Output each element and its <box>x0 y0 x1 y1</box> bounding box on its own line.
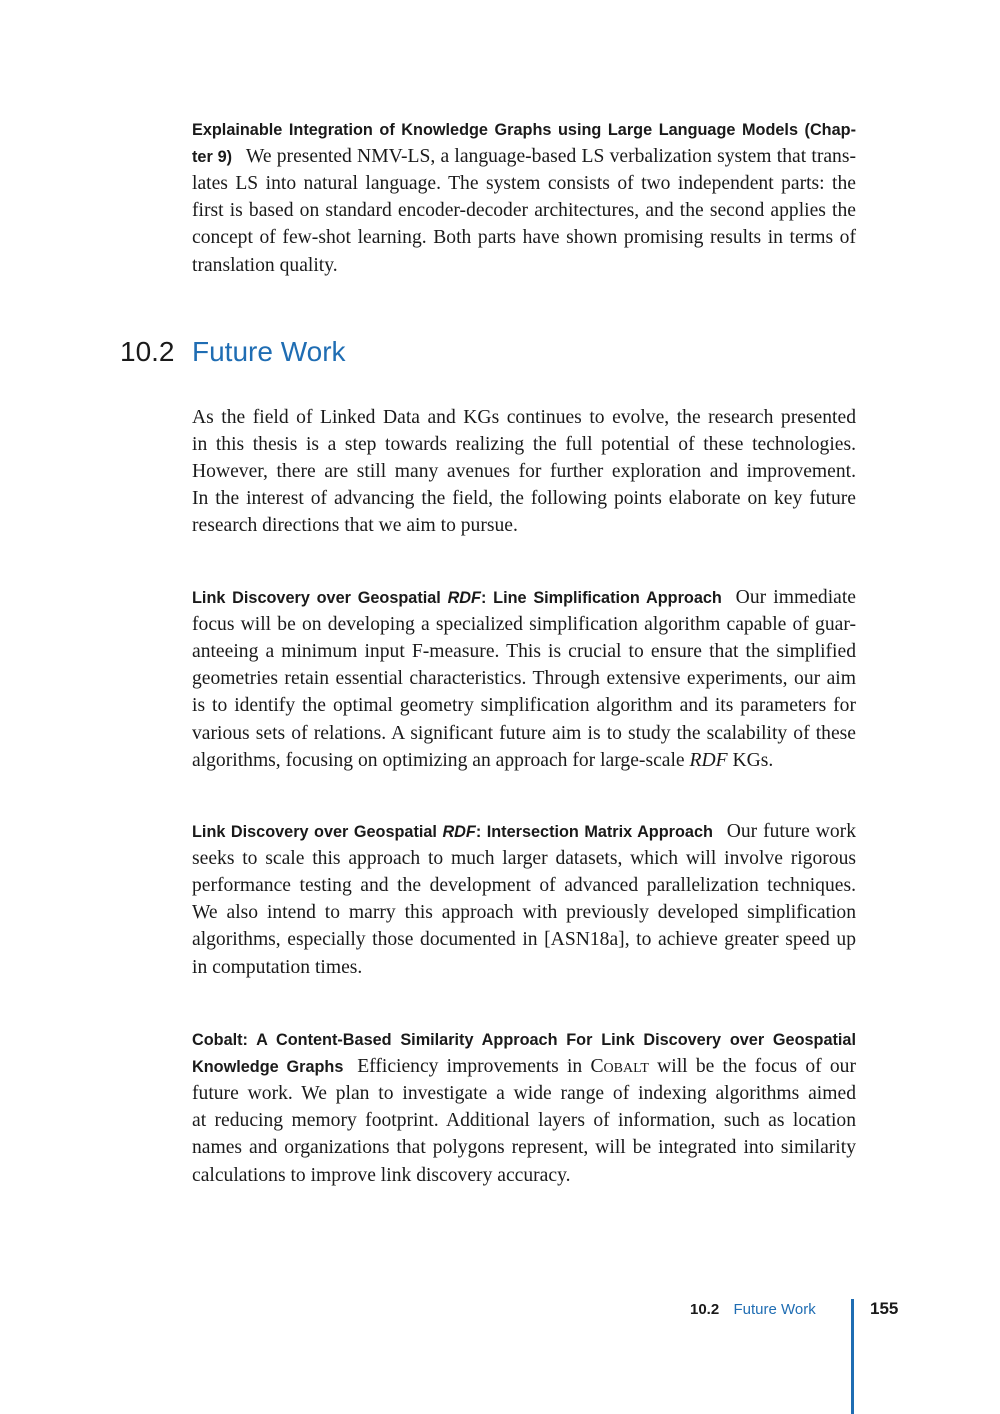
text-line: at reducing memory footprint. Additional layers of information, such as location <box>192 1110 856 1132</box>
citation-link[interactable]: [ASN18a] <box>544 929 625 951</box>
footer-section-title: Future Work <box>733 1301 816 1318</box>
heading-text: : Line Simplification Approach <box>480 588 722 607</box>
paragraph-heading: Knowledge Graphs <box>192 1057 344 1076</box>
text-line: research directions that we aim to pursue. <box>192 515 518 537</box>
text-line: calculations to improve link discovery accuracy. <box>192 1164 571 1186</box>
text-line: seeks to scale this approach to much larger datasets, which will involve rigorous <box>192 847 856 869</box>
text-line: is to identify the optimal geometry simplification algorithm and its parameters for <box>192 695 856 717</box>
footer-section-number: 10.2 <box>690 1301 720 1318</box>
text-line <box>192 584 856 611</box>
heading-text: Link Discovery over Geospatial <box>192 588 448 607</box>
text-line: lates LS into natural language. The system consists of two independent parts: the <box>192 172 856 194</box>
text-line: geometries retain essential characteristics. Through extensive experiments, our aim <box>192 668 856 690</box>
paragraph-heading: ter 9) <box>192 147 233 166</box>
text-line: As the field of Linked Data and KGs continues to evolve, the research presented <box>192 406 856 428</box>
body-text: Our immediate <box>735 586 856 608</box>
footer-divider <box>851 1299 854 1414</box>
paragraph-heading: Cobalt: A Content-Based Similarity Approach For Link Discovery over Geospatial <box>192 1030 856 1049</box>
text-line <box>192 926 856 953</box>
text-line <box>192 1026 856 1053</box>
text-line: names and organizations that polygons represent, will be integrated into similarity <box>192 1137 856 1159</box>
page-number: 155 <box>870 1299 899 1318</box>
paragraph-heading <box>192 589 722 607</box>
text-line <box>192 116 856 143</box>
body-text: , to achieve greater speed up <box>624 929 856 951</box>
section-title: Future Work <box>192 336 346 367</box>
text-line: in computation times. <box>192 956 363 978</box>
section-number: 10.2 <box>120 336 175 367</box>
running-footer <box>690 1300 816 1320</box>
body-text: will be the focus of our <box>648 1055 857 1077</box>
text-line <box>192 818 856 845</box>
paragraph-line-simplification <box>192 584 856 774</box>
body-text: We presented NMV-LS, a language-based LS verbalization system that trans- <box>245 145 856 167</box>
rdf-term: RDF <box>447 588 481 607</box>
paragraph-heading <box>192 823 713 841</box>
paragraph-heading: Explainable Integration of Knowledge Graphs using Large Language Models (Chap- <box>192 120 856 139</box>
text-line: translation quality. <box>192 254 338 276</box>
system-name: Cobalt <box>590 1055 649 1077</box>
paragraph-intersection-matrix <box>192 818 856 981</box>
body-text: algorithms, especially those documented in <box>192 929 545 951</box>
text-line: various sets of relations. A significant future aim is to study the scalability of these <box>192 722 856 744</box>
text-line: However, there are still many avenues for further exploration and improvement. <box>192 460 856 482</box>
text-line <box>192 747 856 774</box>
body-text: KGs. <box>727 749 774 771</box>
text-line: In the interest of advancing the field, the following points elaborate on key future <box>192 488 856 510</box>
paragraph-intro <box>192 404 856 540</box>
text-line: in this thesis is a step towards realizing the full potential of these technologies. <box>192 433 856 455</box>
text-line: anteeing a minimum input F-measure. This is crucial to ensure that the simplified <box>192 640 856 662</box>
rdf-term: RDF <box>442 822 476 841</box>
text-line: future work. We plan to investigate a wide range of indexing algorithms aimed <box>192 1082 856 1104</box>
text-line <box>192 143 856 170</box>
heading-text: : Intersection Matrix Approach <box>475 822 713 841</box>
text-line: performance testing and the development of advanced parallelization techniques. <box>192 874 856 896</box>
body-text: Efficiency improvements in <box>357 1055 591 1077</box>
text-line: We also intend to marry this approach with previously developed simplification <box>192 902 856 924</box>
paragraph-chapter9-summary <box>192 116 856 279</box>
rdf-term: RDF <box>689 749 728 771</box>
heading-text: Link Discovery over Geospatial <box>192 822 443 841</box>
text-line: focus will be on developing a specialized simplification algorithm capable of guar- <box>192 613 856 635</box>
paragraph-cobalt <box>192 1026 856 1189</box>
text-line: first is based on standard encoder-decoder architectures, and the second applies the <box>192 200 856 222</box>
text-line: concept of few-shot learning. Both parts have shown promising results in terms of <box>192 227 856 249</box>
body-text: algorithms, focusing on optimizing an approach for large-scale <box>192 749 690 771</box>
section-heading <box>120 335 856 369</box>
body-text: Our future work <box>726 820 856 842</box>
text-line <box>192 1053 856 1080</box>
